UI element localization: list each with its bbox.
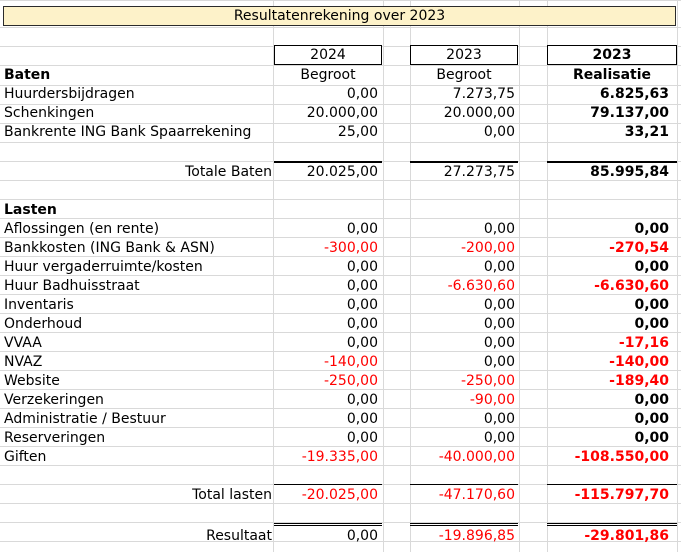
row-lasten-11-label: Reserveringen	[4, 430, 106, 446]
header-col2-sub: Begroot	[436, 67, 492, 83]
row-lasten-7-value-1: -140,00	[323, 354, 378, 370]
report-title: Resultatenrekening over 2023	[3, 6, 676, 26]
row-lasten-3-value-3: -6.630,60	[594, 278, 669, 294]
row-bankrente-value-3: 33,21	[624, 124, 669, 140]
row-huurdersbijdragen-value-3: 6.825,63	[599, 86, 669, 102]
row-bankrente-label: Bankrente ING Bank Spaarrekening	[4, 124, 252, 140]
row-lasten-9-value-3: 0,00	[634, 392, 669, 408]
row-huurdersbijdragen-value-2: 7.273,75	[452, 86, 515, 102]
row-lasten-0-label: Aflossingen (en rente)	[4, 221, 160, 237]
row-schenkingen-label: Schenkingen	[4, 105, 95, 121]
row-lasten-8-value-1: -250,00	[323, 373, 378, 389]
row-huurdersbijdragen-value-1: 0,00	[346, 86, 378, 102]
row-lasten-0-value-3: 0,00	[634, 221, 669, 237]
row-lasten-10-value-1: 0,00	[346, 411, 378, 427]
row-lasten-2-label: Huur vergaderruimte/kosten	[4, 259, 203, 275]
row-lasten-5-value-3: 0,00	[634, 316, 669, 332]
row-lasten-8-label: Website	[4, 373, 60, 389]
row-lasten-4-label: Inventaris	[4, 297, 74, 313]
row-total-lasten-value-1: -20.025,00	[301, 487, 378, 503]
row-totale-baten-value-2: 27.273,75	[443, 164, 515, 180]
row-schenkingen-value-3: 79.137,00	[590, 105, 669, 121]
row-lasten-9-value-1: 0,00	[346, 392, 378, 408]
row-lasten-11-value-3: 0,00	[634, 430, 669, 446]
row-lasten-2-value-2: 0,00	[483, 259, 515, 275]
row-lasten-6-value-3: -17,16	[618, 335, 669, 351]
row-schenkingen-value-1: 20.000,00	[306, 105, 378, 121]
row-lasten-4-value-1: 0,00	[346, 297, 378, 313]
row-lasten-7-value-2: 0,00	[483, 354, 515, 370]
row-lasten-12-label: Giften	[4, 449, 47, 465]
row-lasten-7-value-3: -140,00	[609, 354, 669, 370]
row-lasten-10-label: Administratie / Bestuur	[4, 411, 166, 427]
row-lasten-11-value-2: 0,00	[483, 430, 515, 446]
row-total-lasten-value-2: -47.170,60	[438, 487, 515, 503]
row-lasten-3-label: Huur Badhuisstraat	[4, 278, 140, 294]
row-lasten-5-value-1: 0,00	[346, 316, 378, 332]
header-col3-sub: Realisatie	[572, 67, 652, 83]
row-lasten-0-value-1: 0,00	[346, 221, 378, 237]
result-double-line-1	[274, 523, 382, 526]
row-lasten-5-value-2: 0,00	[483, 316, 515, 332]
row-schenkingen-value-2: 20.000,00	[443, 105, 515, 121]
row-lasten-4-value-2: 0,00	[483, 297, 515, 313]
row-lasten-1-value-1: -300,00	[323, 240, 378, 256]
row-lasten-5-label: Onderhoud	[4, 316, 83, 332]
baten-total-line-3	[547, 161, 677, 163]
row-lasten-1-value-3: -270,54	[609, 240, 669, 256]
row-bankrente-value-2: 0,00	[483, 124, 515, 140]
row-lasten-6-value-2: 0,00	[483, 335, 515, 351]
row-lasten-3-value-2: -6.630,60	[447, 278, 515, 294]
row-lasten-6-label: VVAA	[4, 335, 42, 351]
row-lasten-2-value-3: 0,00	[634, 259, 669, 275]
row-lasten-12-value-1: -19.335,00	[301, 449, 378, 465]
header-col2-year: 2023	[410, 45, 518, 65]
lasten-total-line-2	[410, 484, 518, 485]
row-resultaat-value-3: -29.801,86	[584, 528, 669, 544]
row-lasten-1-label: Bankkosten (ING Bank & ASN)	[4, 240, 215, 256]
lasten-total-line-3	[547, 484, 677, 485]
row-resultaat-value-1: 0,00	[346, 528, 378, 544]
row-lasten-8-value-3: -189,40	[609, 373, 669, 389]
result-double-line-2	[410, 523, 518, 526]
row-lasten-6-value-1: 0,00	[346, 335, 378, 351]
row-lasten-9-label: Verzekeringen	[4, 392, 104, 408]
row-lasten-3-value-1: 0,00	[346, 278, 378, 294]
row-lasten-10-value-2: 0,00	[483, 411, 515, 427]
row-lasten-9-value-2: -90,00	[469, 392, 515, 408]
row-lasten-8-value-2: -250,00	[460, 373, 515, 389]
row-lasten-12-value-2: -40.000,00	[438, 449, 515, 465]
row-lasten-4-value-3: 0,00	[634, 297, 669, 313]
header-col1-sub: Begroot	[300, 67, 356, 83]
row-lasten-7-label: NVAZ	[4, 354, 43, 370]
row-totale-baten-label: Totale Baten	[185, 164, 272, 180]
row-bankrente-value-1: 25,00	[337, 124, 378, 140]
row-lasten-12-value-3: -108.550,00	[574, 449, 669, 465]
row-lasten-2-value-1: 0,00	[346, 259, 378, 275]
lasten-total-line-1	[274, 484, 382, 485]
row-totale-baten-value-1: 20.025,00	[306, 164, 378, 180]
row-total-lasten-label: Total lasten	[192, 487, 272, 503]
row-lasten-1-value-2: -200,00	[460, 240, 515, 256]
row-resultaat-label: Resultaat	[206, 528, 272, 544]
baten-heading: Baten	[4, 67, 51, 83]
row-lasten-10-value-3: 0,00	[634, 411, 669, 427]
header-col1-year: 2024	[274, 45, 382, 65]
row-huurdersbijdragen-label: Huurdersbijdragen	[4, 86, 135, 102]
header-col3-year: 2023	[547, 45, 677, 65]
row-resultaat-value-2: -19.896,85	[438, 528, 515, 544]
result-double-line-3	[547, 523, 677, 526]
row-totale-baten-value-3: 85.995,84	[590, 164, 669, 180]
row-lasten-11-value-1: 0,00	[346, 430, 378, 446]
baten-total-line-2	[410, 161, 518, 163]
lasten-heading: Lasten	[4, 202, 57, 218]
row-lasten-0-value-2: 0,00	[483, 221, 515, 237]
row-total-lasten-value-3: -115.797,70	[574, 487, 669, 503]
baten-total-line-1	[274, 161, 382, 163]
